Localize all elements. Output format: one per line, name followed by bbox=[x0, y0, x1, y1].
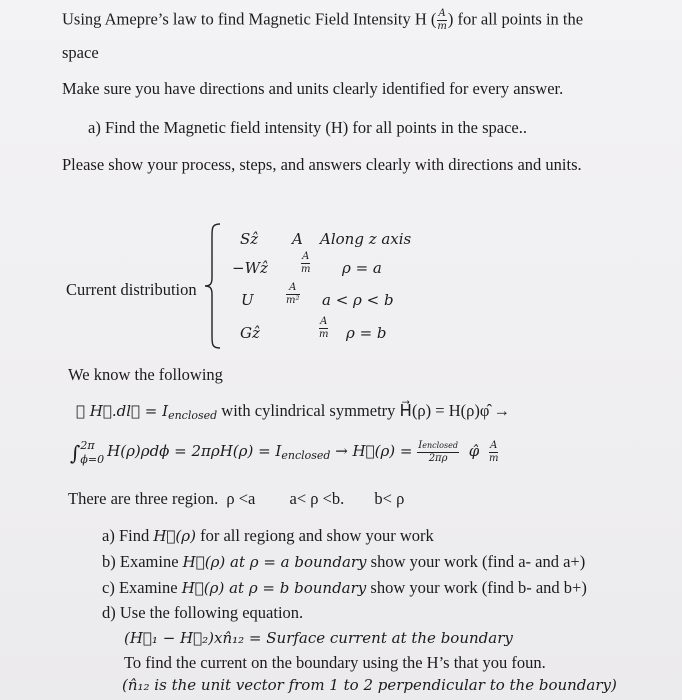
list-a-math: H⃗(ρ) bbox=[153, 527, 196, 545]
list-a-prefix: a) Find bbox=[102, 526, 154, 545]
list-c-rest: show your work (find b- and b+) bbox=[366, 578, 587, 597]
show-process-note: Please show your process, steps, and answers clearly with directions and units. bbox=[62, 155, 582, 174]
list-d-prefix: d) Use the following equation. bbox=[102, 603, 304, 622]
integral-icon: ∫ bbox=[70, 440, 81, 465]
title-line-2: space bbox=[62, 43, 99, 62]
title-unit-num: A bbox=[438, 8, 446, 19]
dist-region-1: Along z axis bbox=[320, 230, 412, 248]
part-a-heading: a) Find the Magnetic field intensity (H) for all points in the space.. bbox=[88, 118, 527, 137]
eq2-frac-num: I bbox=[418, 440, 423, 451]
eq1-left: ∮ H⃗.dl⃗ = I bbox=[76, 402, 169, 420]
eq1-sub: enclosed bbox=[168, 409, 218, 422]
eq2-unit-num: A bbox=[490, 440, 498, 451]
title-text: Using Amepre’s law to find Magnetic Field Intensity H ( bbox=[62, 9, 437, 29]
dist-unit-1: A bbox=[292, 230, 303, 248]
eq2-frac bbox=[417, 441, 459, 464]
eq2-frac-num-sub: enclosed bbox=[422, 441, 458, 450]
regions-label: There are three region. bbox=[68, 489, 219, 508]
dist-value-3: U bbox=[241, 291, 254, 309]
region-1: ρ <a bbox=[226, 489, 256, 508]
dist-unit-3 bbox=[286, 283, 300, 306]
title-text-end: ) for all points in the bbox=[447, 9, 584, 29]
title-unit-den: m bbox=[437, 21, 447, 32]
dist-region-2: ρ = a bbox=[342, 259, 382, 277]
eq2-unit-den: m bbox=[488, 453, 499, 464]
equation-2 bbox=[70, 440, 498, 465]
list-item-c bbox=[102, 578, 587, 598]
list-c-math: H⃗(ρ) at ρ = b boundary bbox=[181, 579, 367, 597]
title-unit bbox=[437, 9, 446, 32]
list-item-d bbox=[102, 603, 303, 623]
title-line-1 bbox=[62, 9, 583, 32]
left-brace-icon bbox=[204, 222, 222, 350]
dist-value-1: Sẑ bbox=[240, 230, 259, 248]
eq2-sub: enclosed bbox=[281, 448, 331, 462]
list-item-b bbox=[102, 552, 585, 572]
region-3: b< ρ bbox=[374, 489, 405, 508]
eq2-int-bot: ϕ=0 bbox=[80, 453, 105, 466]
dist-unit-3-den: m² bbox=[286, 295, 300, 306]
unit-vector-note: (n̂₁₂ is the unit vector from 1 to 2 perpendicular to the boundary) bbox=[122, 676, 617, 694]
list-item-a bbox=[102, 526, 434, 546]
dist-value-2: −Wẑ bbox=[232, 259, 268, 277]
dist-region-4: ρ = b bbox=[346, 324, 387, 342]
eq2-body: H(ρ)ρdϕ = 2πρH(ρ) = I bbox=[107, 441, 282, 460]
dist-unit-4-num: A bbox=[320, 316, 328, 327]
eq1-mid: with cylindrical symmetry H⃗(ρ) = H(ρ)φ̂ → bbox=[217, 401, 511, 420]
dist-value-4: Gẑ bbox=[240, 324, 260, 342]
we-know-label: We know the following bbox=[68, 365, 223, 384]
dist-unit-4-den: m bbox=[319, 329, 329, 340]
list-b-rest: show your work (find a- and a+) bbox=[366, 552, 586, 571]
eq2-arrow: → H⃗(ρ) = bbox=[330, 441, 418, 460]
find-current-note: To find the current on the boundary using the H’s that you foun. bbox=[124, 653, 546, 672]
eq2-int-top: 2π bbox=[80, 439, 95, 452]
eq2-unit bbox=[489, 441, 498, 464]
list-a-rest: for all regiong and show your work bbox=[195, 526, 434, 545]
dist-unit-2-num: A bbox=[302, 251, 310, 262]
current-distribution-label: Current distribution bbox=[66, 280, 197, 299]
directions-note: Make sure you have directions and units clearly identified for every answer. bbox=[62, 79, 564, 98]
regions-line bbox=[68, 489, 404, 509]
eq2-phi: φ̂ bbox=[468, 441, 480, 460]
list-b-math: H⃗(ρ) at ρ = a boundary bbox=[182, 553, 367, 571]
dist-unit-2-den: m bbox=[301, 264, 311, 275]
dist-unit-3-num: A bbox=[286, 283, 300, 295]
surface-current-equation: (H⃗₁ − H⃗₂)xn̂₁₂ = Surface current at the boundary bbox=[124, 629, 513, 647]
dist-unit-2 bbox=[301, 252, 310, 275]
integral-limits bbox=[80, 440, 104, 465]
equation-1 bbox=[76, 401, 510, 422]
list-c-prefix: c) Examine bbox=[102, 578, 182, 597]
dist-unit-4 bbox=[319, 317, 328, 340]
list-b-prefix: b) Examine bbox=[102, 552, 183, 571]
region-2: a< ρ <b. bbox=[289, 489, 345, 508]
dist-region-3: a < ρ < b bbox=[322, 291, 394, 309]
eq2-frac-den: 2πρ bbox=[428, 453, 448, 464]
